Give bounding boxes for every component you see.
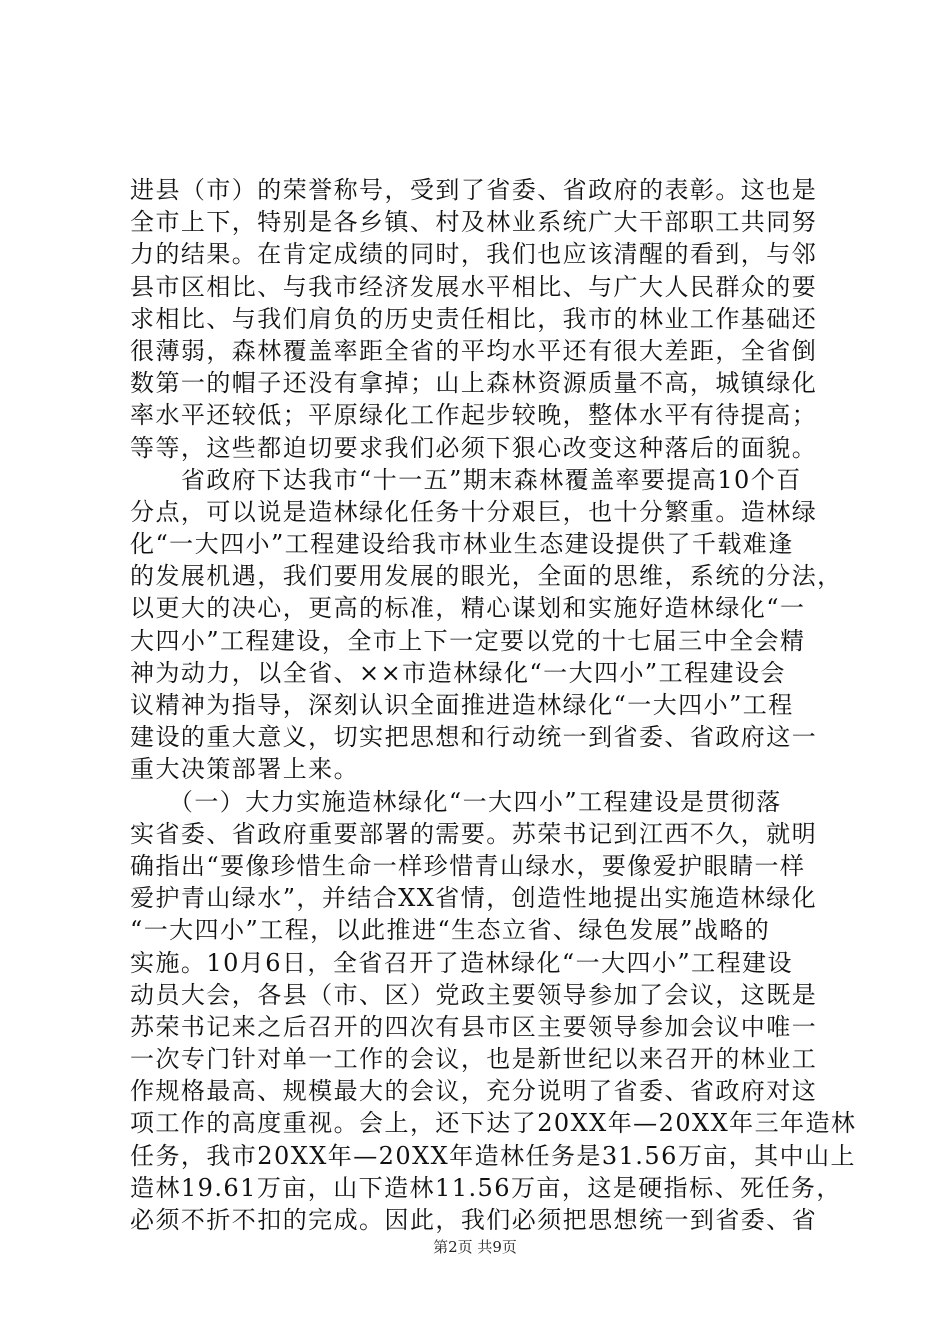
text-line: 等等，这些都迫切要求我们必须下狠心改变这种落后的面貌。 [130,433,818,462]
text-line: 重大决策部署上来。 [130,755,360,784]
text-line: 以更大的决心，更高的标准，精心谋划和实施好造林绿化“一 [130,594,806,623]
text-line: 分点，可以说是造林绿化任务十分艰巨，也十分繁重。造林绿 [130,497,818,526]
text-line: 议精神为指导，深刻认识全面推进造林绿化“一大四小”工程 [130,691,794,719]
page-number: 第2页 共9页 [433,1238,517,1256]
text-line: 作规格最高、规模最大的会议，充分说明了省委、省政府对这 [130,1077,818,1106]
text-line: 化“一大四小”工程建设给我市林业生态建设提供了千载难逢 [130,530,794,559]
text-line: 一次专门针对单一工作的会议，也是新世纪以来召开的林业工 [130,1045,818,1074]
text-line: 的发展机遇，我们要用发展的眼光，全面的思维，系统的分法， [130,562,843,591]
text-line: 省政府下达我市“十一五”期末森林覆盖率要提高10个百 [130,465,802,494]
text-line: 必须不折不扣的完成。因此，我们必须把思想统一到省委、省 [130,1206,818,1234]
text-line: 任务，我市20XX年—20XX年造林任务是31.56万亩，其中山上 [130,1141,856,1170]
page-footer [0,1236,950,1257]
text-line: 率水平还较低；平原绿化工作起步较晚，整体水平有待提高； [130,401,818,430]
text-line: 全市上下，特别是各乡镇、村及林业系统广大干部职工共同努 [130,208,818,237]
text-line: 苏荣书记来之后召开的四次有县市区主要领导参加会议中唯一 [130,1012,818,1041]
text-line: 实省委、省政府重要部署的需要。苏荣书记到江西不久，就明 [130,819,818,848]
text-line: 爱护青山绿水”，并结合XX省情，创造性地提出实施造林绿化 [130,884,818,913]
text-line: 很薄弱，森林覆盖率距全省的平均水平还有很大差距，全省倒 [130,336,818,365]
text-line: 造林19.61万亩，山下造林11.56万亩，这是硬指标、死任务， [130,1173,842,1202]
text-line: 实施。10月6日，全省召开了造林绿化“一大四小”工程建设 [130,948,793,977]
text-line: 确指出“要像珍惜生命一样珍惜青山绿水，要像爱护眼睛一样 [130,851,806,880]
text-line: 大四小”工程建设，全市上下一定要以党的十七届三中全会精 [130,626,806,655]
text-line: 数第一的帽子还没有拿掉；山上森林资源质量不高，城镇绿化 [130,369,818,398]
text-line: 县市区相比、与我市经济发展水平相比、与广大人民群众的要 [130,272,818,301]
document-body [130,174,857,1236]
text-line: “一大四小”工程，以此推进“生态立省、绿色发展”战略的 [130,916,771,945]
text-line: （一）大力实施造林绿化“一大四小”工程建设是贯彻落 [130,787,782,816]
text-line: 项工作的高度重视。会上，还下达了20XX年—20XX年三年造林 [130,1109,857,1138]
text-line: 神为动力，以全省、××市造林绿化“一大四小”工程建设会 [130,658,786,687]
text-line: 建设的重大意义，切实把思想和行动统一到省委、省政府这一 [130,723,818,752]
text-line: 动员大会，各县（市、区）党政主要领导参加了会议，这既是 [130,980,818,1009]
text-line: 力的结果。在肯定成绩的同时，我们也应该清醒的看到，与邻 [130,240,818,269]
text-line: 求相比、与我们肩负的历史责任相比，我市的林业工作基础还 [130,304,818,333]
text-line: 进县（市）的荣誉称号，受到了省委、省政府的表彰。这也是 [130,176,818,204]
